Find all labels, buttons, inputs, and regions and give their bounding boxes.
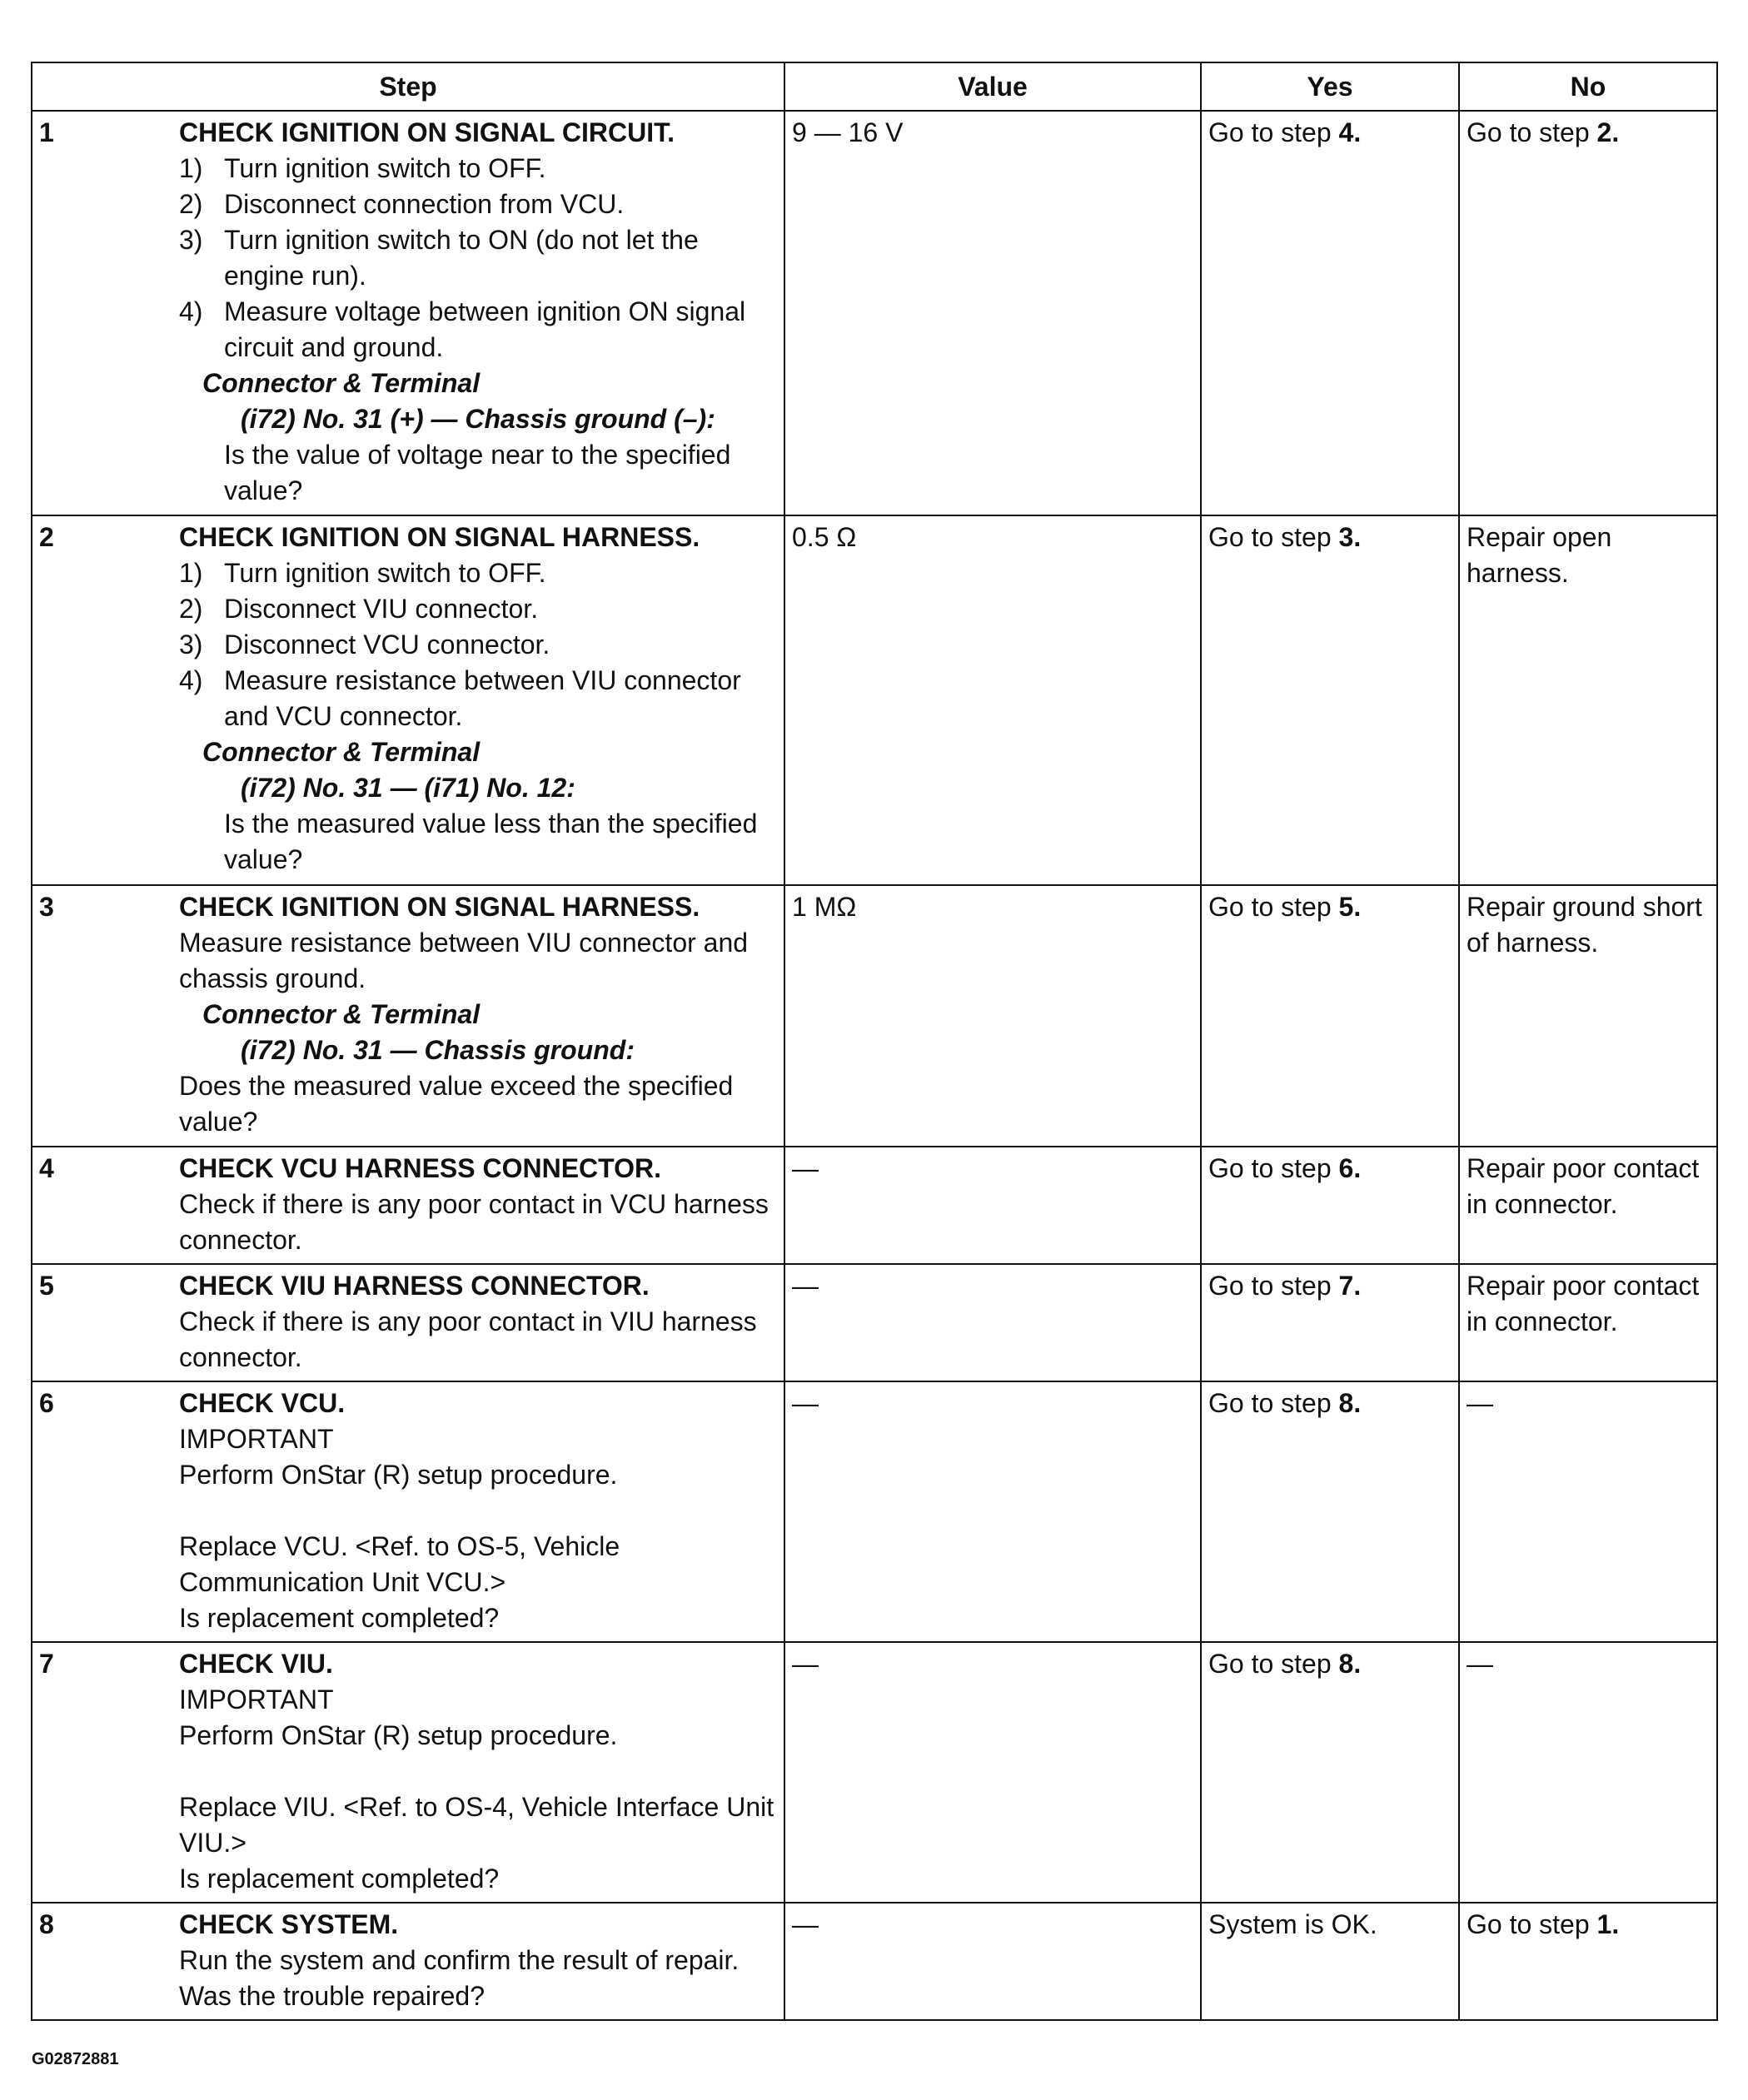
table-row xyxy=(32,111,1717,515)
value-cell: 0.5 Ω xyxy=(784,515,1201,885)
step-cell xyxy=(32,111,784,515)
step-cell xyxy=(32,1147,784,1264)
step-question: Is replacement completed? xyxy=(179,1864,500,1893)
value-cell: — xyxy=(784,1381,1201,1642)
connector-title: Connector & Terminal xyxy=(202,737,481,767)
table-row xyxy=(32,515,1717,885)
no-cell: Repair poor contact in connector. xyxy=(1459,1264,1717,1381)
step-text: Check if there is any poor contact in VIU harness connector. xyxy=(179,1306,757,1372)
table-row xyxy=(32,1264,1717,1381)
yes-cell: System is OK. xyxy=(1201,1903,1459,2020)
value-cell: — xyxy=(784,1264,1201,1381)
diagnostic-table xyxy=(31,62,1718,2021)
table-row xyxy=(32,1381,1717,1642)
step-number: 5 xyxy=(39,1271,54,1301)
procedure-text: Perform OnStar (R) setup procedure. xyxy=(179,1460,618,1490)
figure-id: G02872881 xyxy=(32,2050,119,2068)
list-item: 4) Measure voltage between ignition ON signal circuit and ground. xyxy=(179,296,746,362)
list-item: 3) Turn ignition switch to ON (do not let the engine run). xyxy=(179,225,699,291)
step-number: 8 xyxy=(39,1909,54,1939)
value-cell: — xyxy=(784,1903,1201,2020)
value-cell: 9 — 16 V xyxy=(784,111,1201,515)
connector-value: (i72) No. 31 — (i71) No. 12: xyxy=(241,773,575,803)
no-cell: — xyxy=(1459,1381,1717,1642)
replace-text: Replace VIU. <Ref. to OS-4, Vehicle Interface Unit VIU.> xyxy=(179,1792,774,1858)
no-cell: Repair open harness. xyxy=(1459,515,1717,885)
connector-title: Connector & Terminal xyxy=(202,368,481,398)
step-title: CHECK VIU HARNESS CONNECTOR. xyxy=(179,1271,650,1301)
step-text: Measure resistance between VIU connector and chassis ground. xyxy=(179,928,749,993)
connector-value: (i72) No. 31 — Chassis ground: xyxy=(241,1035,635,1065)
step-cell xyxy=(32,1264,784,1381)
list-item: 1) Turn ignition switch to OFF. xyxy=(179,153,546,183)
value-cell: — xyxy=(784,1642,1201,1903)
step-question: Is replacement completed? xyxy=(179,1603,500,1633)
yes-cell: Go to step 6. xyxy=(1201,1147,1459,1264)
step-number: 7 xyxy=(39,1649,54,1679)
step-cell xyxy=(32,1903,784,2020)
step-cell xyxy=(32,885,784,1147)
step-question: Does the measured value exceed the specified value? xyxy=(179,1071,734,1137)
yes-cell: Go to step 5. xyxy=(1201,885,1459,1147)
yes-cell: Go to step 7. xyxy=(1201,1264,1459,1381)
step-title: CHECK IGNITION ON SIGNAL HARNESS. xyxy=(179,522,700,552)
step-number: 6 xyxy=(39,1388,54,1418)
list-item: 1) Turn ignition switch to OFF. xyxy=(179,558,546,588)
step-cell xyxy=(32,1642,784,1903)
header-row xyxy=(32,62,1717,111)
no-cell: Repair poor contact in connector. xyxy=(1459,1147,1717,1264)
list-item: 4) Measure resistance between VIU connector and VCU connector. xyxy=(179,665,741,731)
step-text: Check if there is any poor contact in VCU harness connector. xyxy=(179,1189,769,1255)
yes-cell: Go to step 3. xyxy=(1201,515,1459,885)
connector-value: (i72) No. 31 (+) — Chassis ground (–): xyxy=(241,404,715,434)
step-cell xyxy=(32,1381,784,1642)
step-text: Run the system and confirm the result of repair. Was the trouble repaired? xyxy=(179,1945,740,2011)
yes-cell: Go to step 4. xyxy=(1201,111,1459,515)
header-no: No xyxy=(1459,62,1717,111)
no-cell: Go to step 2. xyxy=(1459,111,1717,515)
no-cell: Repair ground short of harness. xyxy=(1459,885,1717,1147)
step-title: CHECK SYSTEM. xyxy=(179,1909,399,1939)
step-question: Is the measured value less than the specified value? xyxy=(224,809,758,874)
connector-title: Connector & Terminal xyxy=(202,999,481,1029)
important-label: IMPORTANT xyxy=(179,1684,334,1714)
table-row xyxy=(32,1903,1717,2020)
step-title: CHECK VCU. xyxy=(179,1388,346,1418)
no-cell: — xyxy=(1459,1642,1717,1903)
replace-text: Replace VCU. <Ref. to OS-5, Vehicle Communication Unit VCU.> xyxy=(179,1531,620,1597)
step-number: 2 xyxy=(39,522,54,552)
list-item: 2) Disconnect connection from VCU. xyxy=(179,189,625,219)
table-row xyxy=(32,1642,1717,1903)
step-number: 1 xyxy=(39,117,54,147)
list-item: 3) Disconnect VCU connector. xyxy=(179,630,550,659)
header-value: Value xyxy=(784,62,1201,111)
value-cell: — xyxy=(784,1147,1201,1264)
procedure-text: Perform OnStar (R) setup procedure. xyxy=(179,1720,618,1750)
value-cell: 1 MΩ xyxy=(784,885,1201,1147)
header-step: Step xyxy=(32,62,784,111)
header-yes: Yes xyxy=(1201,62,1459,111)
step-question: Is the value of voltage near to the specified value? xyxy=(224,440,731,505)
step-title: CHECK IGNITION ON SIGNAL HARNESS. xyxy=(179,892,700,922)
table-row xyxy=(32,885,1717,1147)
step-number: 3 xyxy=(39,892,54,922)
list-item: 2) Disconnect VIU connector. xyxy=(179,594,539,624)
no-cell: Go to step 1. xyxy=(1459,1903,1717,2020)
yes-cell: Go to step 8. xyxy=(1201,1642,1459,1903)
step-title: CHECK VCU HARNESS CONNECTOR. xyxy=(179,1153,662,1183)
step-number: 4 xyxy=(39,1153,54,1183)
yes-cell: Go to step 8. xyxy=(1201,1381,1459,1642)
important-label: IMPORTANT xyxy=(179,1424,334,1454)
step-title: CHECK IGNITION ON SIGNAL CIRCUIT. xyxy=(179,117,675,147)
step-title: CHECK VIU. xyxy=(179,1649,333,1679)
table-row xyxy=(32,1147,1717,1264)
step-cell xyxy=(32,515,784,885)
